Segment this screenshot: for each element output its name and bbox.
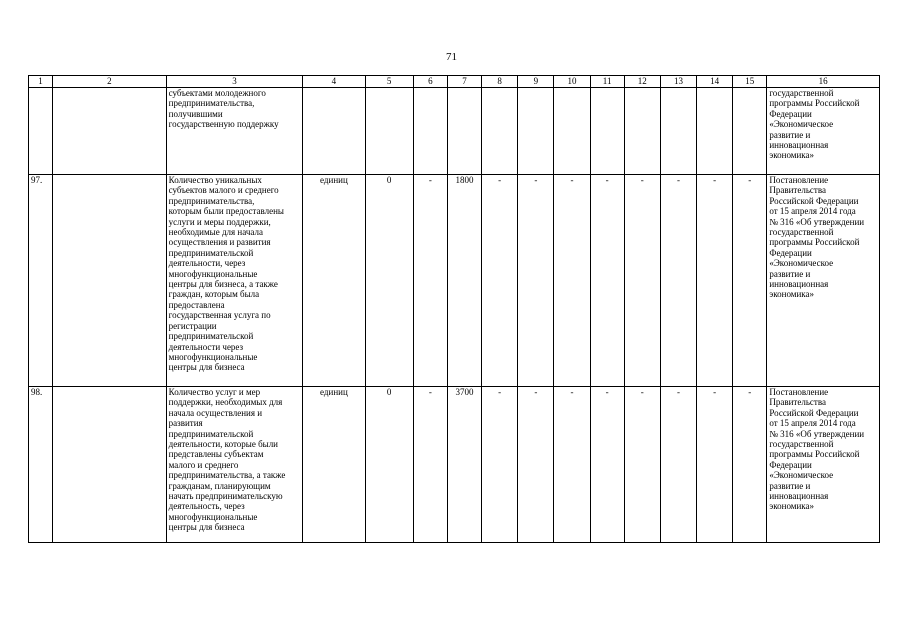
column-header: 9 bbox=[518, 76, 554, 88]
source-cell-line: инновационная bbox=[769, 279, 829, 290]
source-cell-line: «Экономическое bbox=[769, 119, 834, 130]
column-header: 16 bbox=[767, 76, 880, 88]
column-header: 10 bbox=[554, 76, 590, 88]
page-number: 71 bbox=[446, 51, 457, 63]
source-cell-line: Федерации bbox=[769, 108, 812, 119]
value-cell: - bbox=[518, 175, 554, 387]
indicator-cell bbox=[166, 175, 303, 387]
value-cell bbox=[554, 88, 590, 175]
value-cell: - bbox=[590, 387, 624, 543]
value-cell: - bbox=[413, 175, 447, 387]
indicator-cell-line: предпринимательства, а также bbox=[168, 470, 286, 481]
source-cell-line: Правительства bbox=[769, 397, 826, 408]
indicator-cell-line: предпринимательской bbox=[168, 428, 254, 439]
source-cell-line: инновационная bbox=[769, 140, 829, 151]
indicator-cell-line: начала осуществления и bbox=[168, 407, 263, 418]
column-header: 1 bbox=[29, 76, 53, 88]
source-cell-line: государственной bbox=[769, 439, 834, 450]
source-cell-line: развитие и bbox=[769, 268, 811, 279]
indicators-table bbox=[28, 75, 880, 543]
indicator-cell-line: осуществления и развития bbox=[168, 237, 271, 248]
indicator-cell-line: Количество услуг и мер bbox=[168, 387, 261, 397]
column-header: 2 bbox=[53, 76, 167, 88]
column-2-cell bbox=[53, 175, 167, 387]
source-cell bbox=[767, 175, 880, 387]
column-header: 4 bbox=[303, 76, 365, 88]
source-cell-line: развитие и bbox=[769, 129, 811, 140]
value-cell: - bbox=[482, 175, 518, 387]
indicator-cell-line: поддержки, необходимых для bbox=[168, 397, 283, 408]
source-cell-line: программы Российской bbox=[769, 98, 860, 109]
column-header: 13 bbox=[660, 76, 696, 88]
table-row bbox=[29, 387, 880, 543]
source-cell-line: Постановление bbox=[769, 387, 829, 397]
source-cell-line: развитие и bbox=[769, 480, 811, 491]
source-cell-line: Федерации bbox=[769, 459, 812, 470]
indicator-cell-line: предпринимательской bbox=[168, 247, 254, 258]
value-cell: - bbox=[697, 387, 733, 543]
value-cell: - bbox=[624, 387, 660, 543]
value-cell bbox=[447, 88, 481, 175]
source-cell bbox=[767, 387, 880, 543]
column-header: 11 bbox=[590, 76, 624, 88]
indicator-cell-line: деятельности, через bbox=[168, 258, 246, 269]
indicator-cell-line: получившими bbox=[168, 108, 223, 119]
indicator-cell-line: деятельности через bbox=[168, 341, 244, 352]
source-cell-line: государственной bbox=[769, 88, 834, 98]
value-cell: - bbox=[660, 175, 696, 387]
value-cell: - bbox=[660, 387, 696, 543]
value-cell: - bbox=[518, 387, 554, 543]
column-2-cell bbox=[53, 88, 167, 175]
column-header: 8 bbox=[482, 76, 518, 88]
source-cell-line: государственной bbox=[769, 227, 834, 238]
indicator-cell-line: представлены субъектам bbox=[168, 449, 264, 460]
indicator-cell bbox=[166, 88, 303, 175]
indicator-cell-line: предпринимательства, bbox=[168, 195, 255, 206]
indicator-cell-line: центры для бизнеса, а также bbox=[168, 279, 278, 290]
column-header: 15 bbox=[733, 76, 767, 88]
value-cell bbox=[518, 88, 554, 175]
value-cell: - bbox=[554, 175, 590, 387]
indicator-cell-line: субъектов малого и среднего bbox=[168, 185, 279, 196]
source-cell bbox=[767, 88, 880, 175]
source-cell-line: Правительства bbox=[769, 185, 826, 196]
unit-cell: единиц bbox=[303, 387, 365, 543]
indicator-cell-line: предоставлена bbox=[168, 299, 225, 310]
source-cell-line: инновационная bbox=[769, 491, 829, 502]
indicator-cell-line: гражданам, планирующим bbox=[168, 480, 271, 491]
indicator-cell-line: многофункциональные bbox=[168, 351, 258, 362]
source-cell-line: Федерации bbox=[769, 247, 812, 258]
value-cell: 0 bbox=[365, 387, 413, 543]
column-2-cell bbox=[53, 387, 167, 543]
indicator-cell-line: регистрации bbox=[168, 320, 217, 331]
row-number-cell bbox=[29, 88, 53, 175]
source-cell-line: Постановление bbox=[769, 175, 829, 185]
value-cell: - bbox=[624, 175, 660, 387]
indicator-cell-line: предпринимательства, bbox=[168, 98, 255, 109]
indicator-cell-line: предпринимательской bbox=[168, 331, 254, 342]
indicator-cell-line: многофункциональные bbox=[168, 268, 258, 279]
indicator-cell-line: государственную поддержку bbox=[168, 119, 279, 130]
indicator-cell-line: которым были предоставлены bbox=[168, 206, 284, 217]
table-row bbox=[29, 88, 880, 175]
value-cell: - bbox=[697, 175, 733, 387]
indicator-cell bbox=[166, 387, 303, 543]
source-cell-line: «Экономическое bbox=[769, 470, 834, 481]
value-cell: 1800 bbox=[447, 175, 481, 387]
indicator-cell-line: центры для бизнеса bbox=[168, 522, 245, 533]
value-cell bbox=[733, 88, 767, 175]
unit-cell bbox=[303, 88, 365, 175]
value-cell bbox=[413, 88, 447, 175]
indicator-cell-line: начать предпринимательскую bbox=[168, 491, 283, 502]
indicator-cell-line: государственная услуга по bbox=[168, 310, 271, 321]
value-cell: - bbox=[554, 387, 590, 543]
value-cell bbox=[660, 88, 696, 175]
indicator-cell-line: развития bbox=[168, 418, 203, 429]
indicator-cell-line: субъектами молодежного bbox=[168, 88, 266, 98]
value-cell: - bbox=[733, 175, 767, 387]
indicator-cell-line: необходимые для начала bbox=[168, 227, 263, 238]
column-header: 6 bbox=[413, 76, 447, 88]
indicator-cell-line: граждан, которым была bbox=[168, 289, 260, 300]
source-cell-line: программы Российской bbox=[769, 449, 860, 460]
indicator-cell-line: Количество уникальных bbox=[168, 175, 262, 185]
source-cell-line: от 15 апреля 2014 года bbox=[769, 418, 856, 429]
value-cell bbox=[365, 88, 413, 175]
source-cell-line: программы Российской bbox=[769, 237, 860, 248]
value-cell bbox=[590, 88, 624, 175]
value-cell: 3700 bbox=[447, 387, 481, 543]
value-cell bbox=[697, 88, 733, 175]
indicator-cell-line: деятельность, через bbox=[168, 501, 245, 512]
source-cell-line: экономика» bbox=[769, 150, 815, 161]
value-cell bbox=[624, 88, 660, 175]
value-cell bbox=[482, 88, 518, 175]
row-number-cell: 98. bbox=[29, 387, 53, 543]
source-cell-line: «Экономическое bbox=[769, 258, 834, 269]
indicator-cell-line: центры для бизнеса bbox=[168, 362, 245, 373]
column-header: 12 bbox=[624, 76, 660, 88]
source-cell-line: от 15 апреля 2014 года bbox=[769, 206, 856, 217]
column-header: 5 bbox=[365, 76, 413, 88]
indicator-cell-line: многофункциональные bbox=[168, 511, 258, 522]
row-number-cell: 97. bbox=[29, 175, 53, 387]
source-cell-line: экономика» bbox=[769, 501, 815, 512]
indicator-cell-line: деятельности, которые были bbox=[168, 439, 278, 450]
source-cell-line: Российской Федерации bbox=[769, 195, 859, 206]
source-cell-line: Российской Федерации bbox=[769, 407, 859, 418]
value-cell: - bbox=[590, 175, 624, 387]
value-cell: - bbox=[733, 387, 767, 543]
column-header: 3 bbox=[166, 76, 303, 88]
unit-cell: единиц bbox=[303, 175, 365, 387]
value-cell: 0 bbox=[365, 175, 413, 387]
indicator-cell-line: услуги и меры поддержки, bbox=[168, 216, 271, 227]
indicator-cell-line: малого и среднего bbox=[168, 459, 239, 470]
source-cell-line: № 316 «Об утверждении bbox=[769, 428, 865, 439]
column-number-row bbox=[29, 76, 880, 88]
source-cell-line: № 316 «Об утверждении bbox=[769, 216, 865, 227]
table-row bbox=[29, 175, 880, 387]
source-cell-line: экономика» bbox=[769, 289, 815, 300]
column-header: 7 bbox=[447, 76, 481, 88]
value-cell: - bbox=[413, 387, 447, 543]
column-header: 14 bbox=[697, 76, 733, 88]
value-cell: - bbox=[482, 387, 518, 543]
